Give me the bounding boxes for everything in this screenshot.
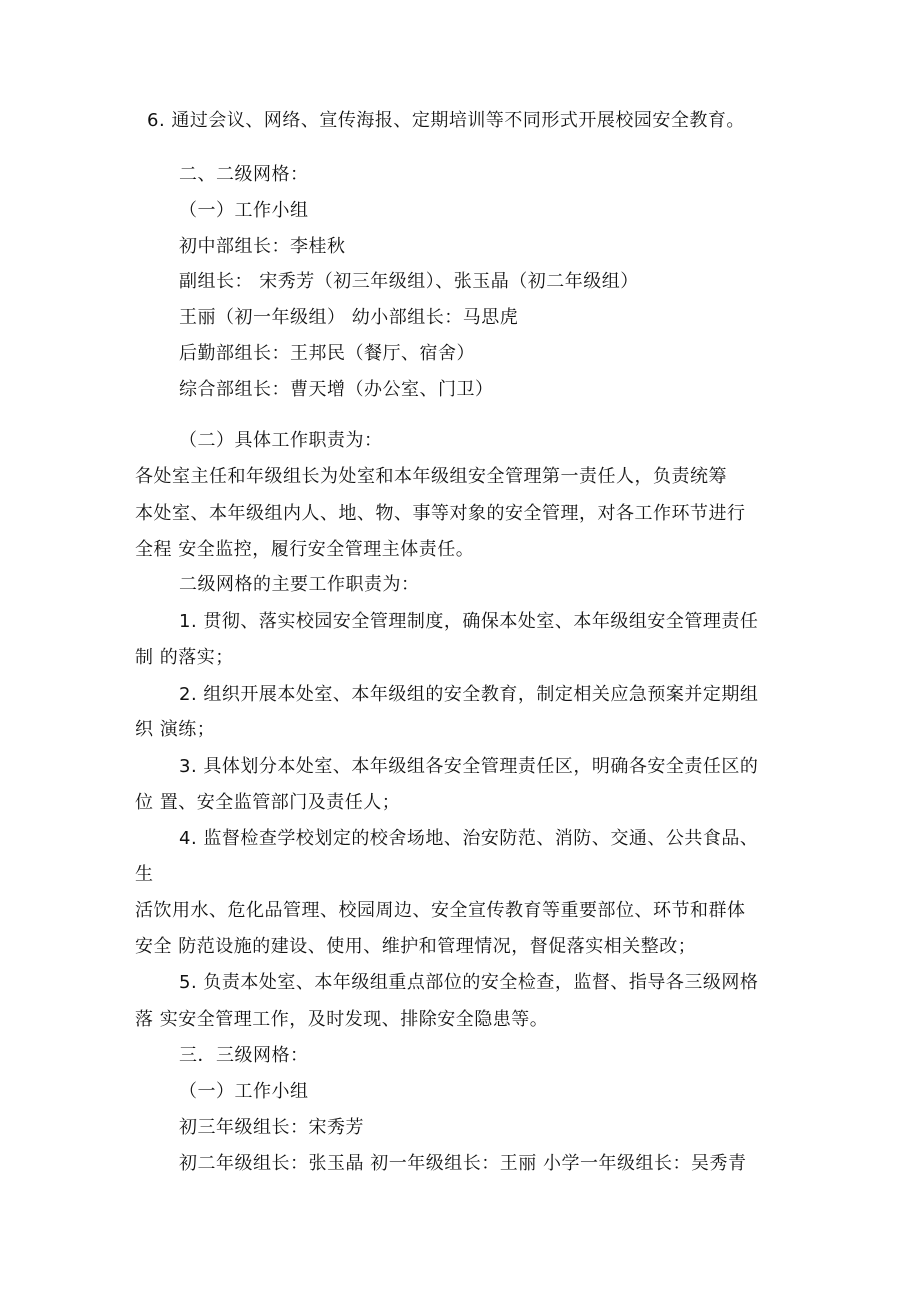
duty-paragraph-line-2: 本处室、本年级组内人、地、物、事等对象的安全管理，对各工作环节进行 [135, 503, 746, 524]
section-3-heading: 三．三级网格： [179, 1045, 309, 1066]
logistics-leader-line: 后勤部组长：王邦民（餐厅、宿舍） [179, 343, 475, 364]
duty-4-line-1: 4. 监督检查学校划定的校舍场地、治安防范、消防、交通、公共食品、 [179, 828, 759, 849]
duty-1-line-2: 制 的落实； [135, 647, 234, 668]
duty-3-line-1: 3. 具体划分本处室、本年级组各安全管理责任区，明确各安全责任区的 [179, 756, 759, 777]
section-3-subheading-work-group: （一）工作小组 [179, 1081, 309, 1102]
duty-paragraph-line-1: 各处室主任和年级组长为处室和本年级组安全管理第一责任人，负责统筹 [135, 466, 727, 487]
duty-4-line-3: 活饮用水、危化品管理、校园周边、安全宣传教育等重要部位、环节和群体 [135, 900, 746, 921]
main-duties-heading: 二级网格的主要工作职责为： [179, 574, 420, 595]
duty-5-line-1: 5. 负责本处室、本年级组重点部位的安全检查，监督、指导各三级网格 [179, 972, 759, 993]
section-2-subheading-work-group: （一）工作小组 [179, 200, 309, 221]
junior-leader-line: 初中部组长：李桂秋 [179, 236, 346, 257]
grade-9-leader-line: 初三年级组长：宋秀芳 [179, 1117, 364, 1138]
duty-2-line-1: 2. 组织开展本处室、本年级组的安全教育，制定相关应急预案并定期组 [179, 684, 759, 705]
section-2-heading: 二、二级网格： [179, 164, 309, 185]
grade-leaders-line: 初二年级组长：张玉晶 初一年级组长：王丽 小学一年级组长：吴秀青 [179, 1153, 747, 1174]
section-2-subheading-duties: （二）具体工作职责为： [179, 430, 383, 451]
duty-5-line-2: 落 实安全管理工作，及时发现、排除安全隐患等。 [135, 1009, 549, 1030]
duty-3-line-2: 位 置、安全监管部门及责任人； [135, 792, 401, 813]
deputy-leader-line: 副组长： 宋秀芳（初三年级组）、张玉晶（初二年级组） [179, 271, 639, 292]
duty-4-line-4: 安全 防范设施的建设、使用、维护和管理情况，督促落实相关整改； [135, 936, 697, 957]
general-leader-line: 综合部组长：曹天增（办公室、门卫） [179, 379, 494, 400]
duty-1-line-1: 1. 贯彻、落实校园安全管理制度，确保本处室、本年级组安全管理责任 [179, 611, 759, 632]
kindergarten-leader-line: 王丽（初一年级组） 幼小部组长：马思虎 [179, 307, 519, 328]
item-6-text: 6. 通过会议、网络、宣传海报、定期培训等不同形式开展校园安全教育。 [147, 110, 745, 131]
duty-4-line-2: 生 [135, 864, 154, 885]
duty-paragraph-line-3: 全程 安全监控，履行安全管理主体责任。 [135, 539, 475, 560]
duty-2-line-2: 织 演练； [135, 719, 216, 740]
